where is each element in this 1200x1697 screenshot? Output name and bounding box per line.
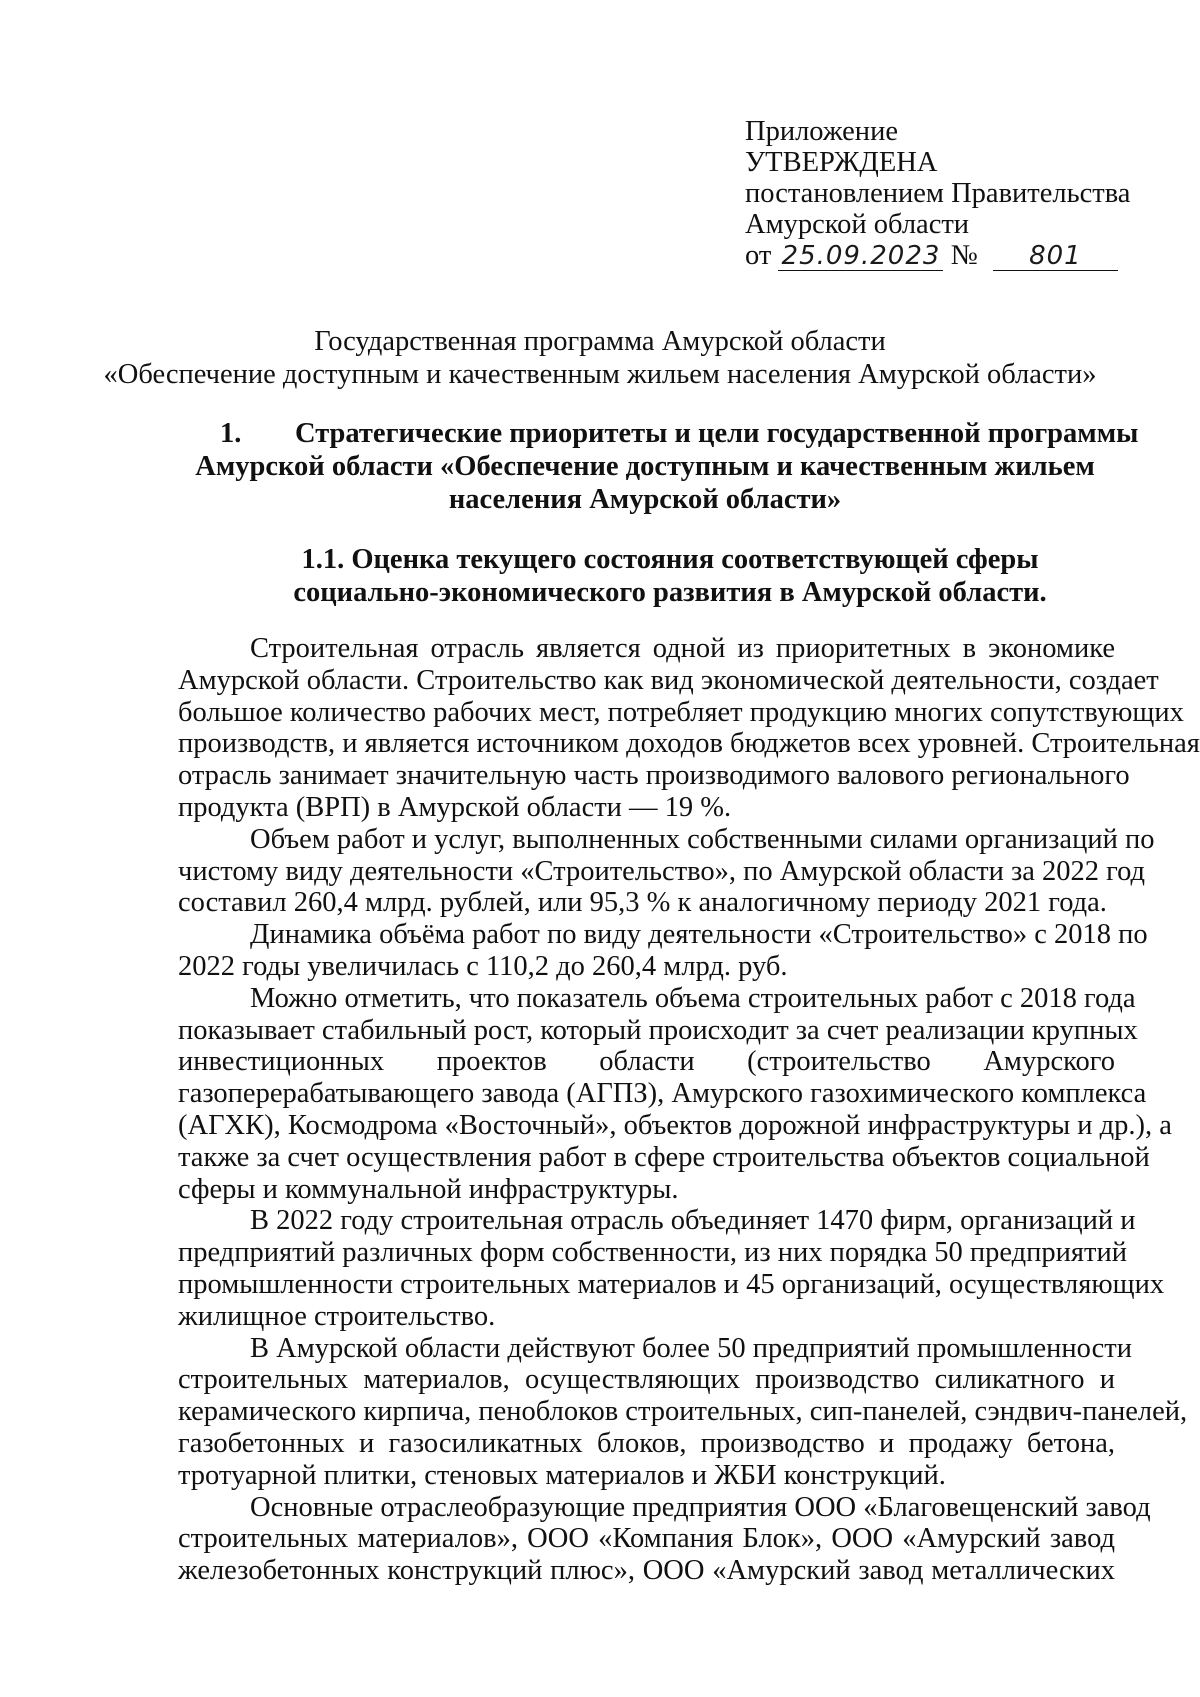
approval-line-approved: УТВЕРЖДЕНА	[745, 147, 938, 178]
date-prefix: от	[745, 240, 772, 271]
program-title-line: «Обеспечение доступным и качественным жильем населения Амурской области»	[103, 359, 1097, 390]
paragraph	[178, 919, 1148, 983]
section-number: 1.	[220, 418, 242, 449]
paragraph-line: В Амурской области действуют более 50 предприятий промышленности	[250, 1332, 1132, 1364]
paragraph	[178, 1205, 1165, 1332]
handwritten-date: 25.09.2023	[778, 242, 943, 271]
paragraph-line: газоперерабатывающего завода (АГПЗ), Амурского газохимического комплекса	[178, 1078, 1147, 1110]
paragraph	[178, 823, 1155, 919]
paragraph-line: производств, и является источником доходов бюджетов всех уровней. Строительная	[178, 728, 1200, 760]
paragraph-line: (АГХК), Космодрома «Восточный», объектов дорожной инфраструктуры и др.), а	[178, 1109, 1172, 1141]
approval-block	[745, 116, 1145, 271]
paragraph	[178, 982, 1172, 1206]
paragraph-line: тротуарной плитки, стеновых материалов и ЖБИ конструкций.	[178, 1459, 946, 1491]
section-heading-first-line	[175, 417, 1139, 450]
paragraph-line: чистому виду деятельности «Строительство», по Амурской области за 2022 год	[178, 855, 1146, 887]
number-label: №	[950, 240, 978, 271]
subsection-heading-line: 1.1. Оценка текущего состояния соответствующей сферы	[301, 544, 1039, 575]
paragraph	[178, 1332, 1188, 1492]
paragraph-line: также за счет осуществления работ в сфере строительства объектов социальной	[178, 1141, 1150, 1173]
paragraph-line: газобетонных и газосиликатных блоков, производство и продажу бетона,	[178, 1427, 1115, 1459]
section-heading-line: Амурской области «Обеспечение доступным и качественным жильем	[195, 451, 1095, 482]
paragraph-line: показывает стабильный рост, который происходит за счет реализации крупных	[178, 1014, 1138, 1046]
paragraph	[178, 1491, 1151, 1587]
paragraph-line: составил 260,4 млрд. рублей, или 95,3 % к аналогичному периоду 2021 года.	[178, 887, 1107, 919]
paragraph-line: предприятий различных форм собственности, из них порядка 50 предприятий	[178, 1237, 1127, 1269]
approval-line-region: Амурской области	[745, 209, 970, 240]
paragraph-line: 2022 годы увеличилась с 110,2 до 260,4 млрд. руб.	[178, 950, 788, 982]
body-text	[178, 633, 1200, 1587]
paragraph-line: промышленности строительных материалов и 45 организаций, осуществляющих	[178, 1268, 1165, 1300]
paragraph-line: Амурской области. Строительство как вид экономической деятельности, создает	[178, 664, 1159, 696]
paragraph-line: сферы и коммунальной инфраструктуры.	[178, 1173, 679, 1205]
paragraph-line: отрасль занимает значительную часть производимого валового регионального	[178, 760, 1130, 792]
program-title	[0, 325, 1200, 391]
paragraph-line: строительных материалов», ООО «Компания Блок», ООО «Амурский завод	[178, 1523, 1115, 1555]
paragraph-line: Строительная отрасль является одной из приоритетных в экономике	[250, 633, 1115, 664]
paragraph-line: строительных материалов, осуществляющих производство силикатного и	[178, 1364, 1115, 1396]
paragraph-line: жилищное строительство.	[178, 1300, 496, 1332]
paragraph-line: Основные отраслеобразующие предприятия ООО «Благовещенский завод	[250, 1491, 1151, 1523]
subsection-heading	[250, 543, 1090, 609]
paragraph-line: продукта (ВРП) в Амурской области — 19 %.	[178, 791, 732, 823]
approval-date-line	[745, 240, 1145, 271]
section-heading-line: Стратегические приоритеты и цели государственной программы	[295, 418, 1139, 449]
paragraph-line: Объем работ и услуг, выполненных собственными силами организаций по	[250, 823, 1155, 855]
paragraph-line: керамического кирпича, пеноблоков строительных, сип-панелей, сэндвич-панелей,	[178, 1396, 1188, 1428]
section-heading-line: населения Амурской области»	[448, 484, 842, 515]
paragraph-line: Динамика объёма работ по виду деятельности «Строительство» с 2018 по	[250, 919, 1148, 951]
paragraph-line: железобетонных конструкций плюс», ООО «Амурский завод металлических	[178, 1555, 1115, 1587]
paragraph	[178, 633, 1200, 824]
paragraph-line: В 2022 году строительная отрасль объединяет 1470 фирм, организаций и	[250, 1205, 1136, 1237]
paragraph-line: инвестиционных проектов области (строительство Амурского	[178, 1046, 1115, 1078]
section-heading	[175, 417, 1139, 516]
approval-line-appendix: Приложение	[745, 116, 898, 147]
paragraph-line: большое количество рабочих мест, потребляет продукцию многих сопутствующих	[178, 696, 1184, 728]
program-title-line: Государственная программа Амурской области	[314, 326, 886, 357]
subsection-heading-line: социально-экономического развития в Амурской области.	[293, 577, 1047, 608]
handwritten-number: 801	[993, 242, 1118, 271]
paragraph-line: Можно отметить, что показатель объема строительных работ с 2018 года	[250, 982, 1136, 1014]
approval-line-resolution: постановлением Правительства	[745, 178, 1131, 209]
